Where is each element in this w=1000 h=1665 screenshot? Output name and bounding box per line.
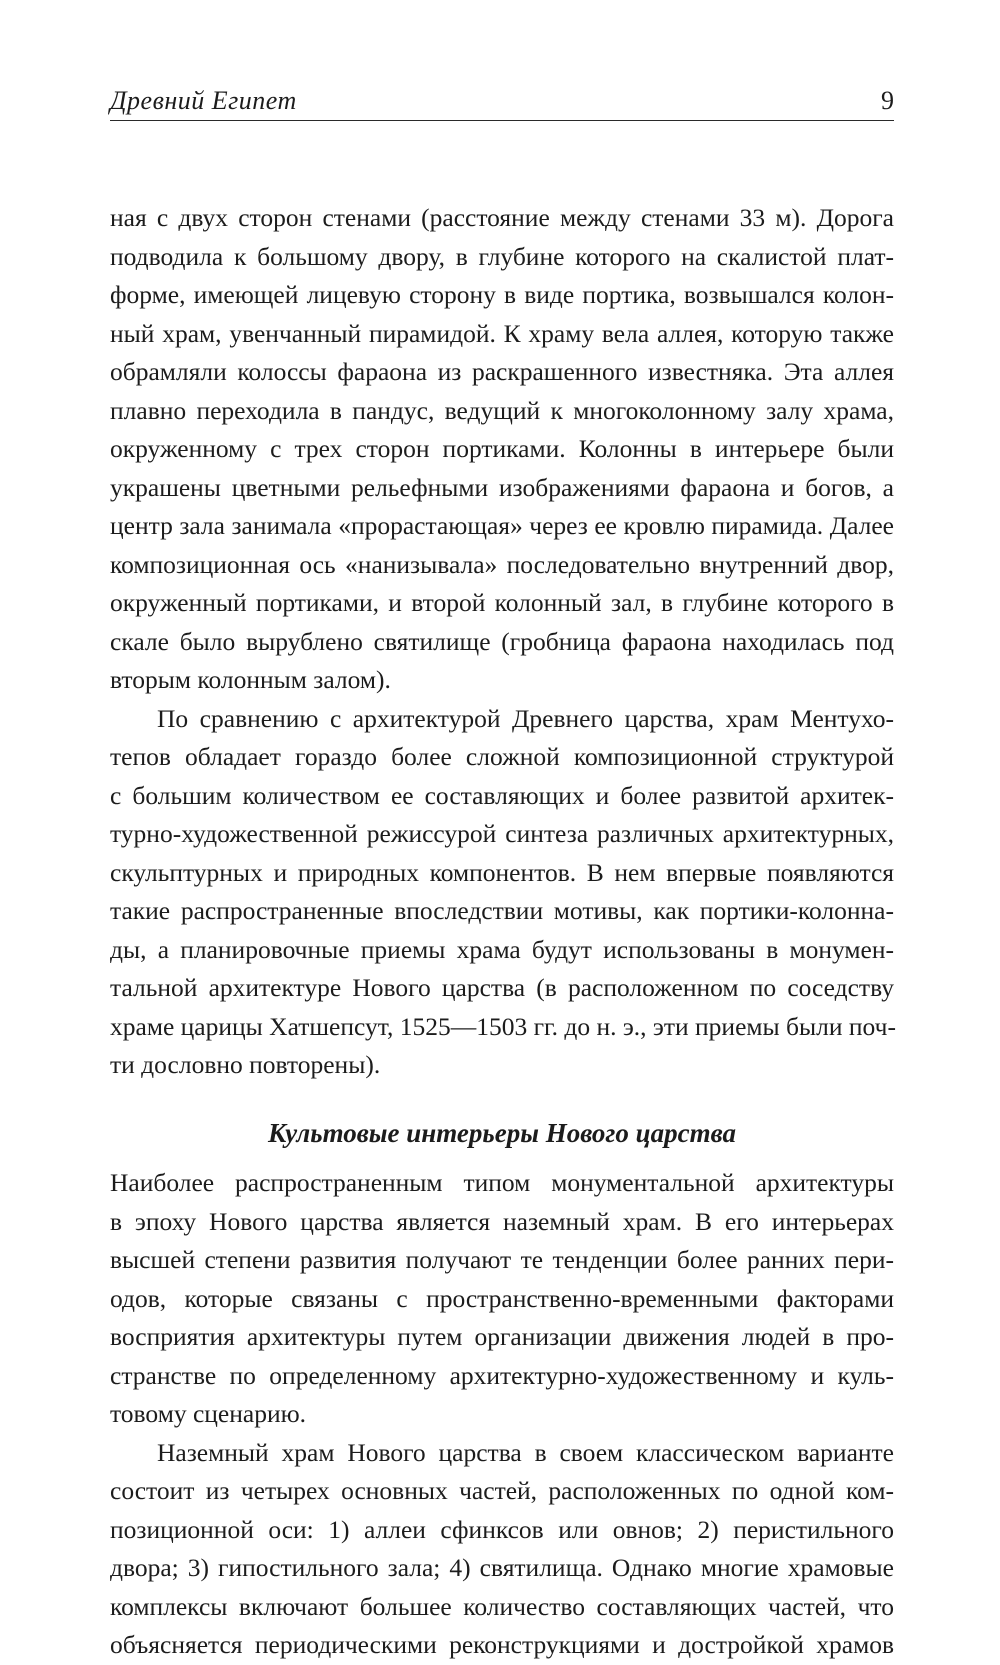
paragraph [110,700,894,1085]
text-line: Наиболее распространенным типом монументальной архитектуры [110,1168,894,1197]
text-line: странстве по определенному архитектурно-художественному и куль- [110,1360,894,1390]
text-line: ная с двух сторон стенами (расстояние между стенами 33 м). Дорога [110,203,894,232]
text-line: одов, которые связаны с пространственно-временными факторами [110,1283,894,1313]
paragraph [110,1434,894,1665]
text-line: ти дословно повторены). [110,1050,381,1079]
text-line: состоит из четырех основных частей, расположенных по одной ком- [110,1476,894,1505]
text-line: подводила к большому двору, в глубине которого на скалистой плат- [110,241,894,271]
text-line: По сравнению с архитектурой Древнего царства, храм Ментухо- [157,703,894,733]
text-line: объясняется периодическими реконструкциями и достройкой храмов [110,1630,894,1659]
text-line: позиционной оси: 1) аллеи сфинксов или овнов; 2) перистильного [110,1514,894,1544]
running-title: Древний Египет [110,86,297,115]
text-line: окруженный портиками, и второй колонный зал, в глубине которого в [110,588,894,617]
text-line: окруженному с трех сторон портиками. Колонны в интерьере были [110,434,894,463]
text-line: тальной архитектуре Нового царства (в расположенном по соседству [110,973,894,1002]
page-number: 9 [881,86,894,115]
text-line: двора; 3) гипостильного зала; 4) святилища. Однако многие храмовые [110,1553,894,1582]
text-line: украшены цветными рельефными изображениями фараона и богов, а [110,472,894,502]
text-line: ный храм, увенчанный пирамидой. К храму вела аллея, которую также [110,318,894,348]
text-line: скульптурных и природных компонентов. В нем впервые появляются [110,857,894,887]
page-body [110,199,894,1665]
text-line: ды, а планировочные приемы храма будут использованы в монумен- [110,934,894,964]
paragraph [110,1164,894,1434]
text-line: центр зала занимала «прорастающая» через ее кровлю пирамида. Далее [110,511,894,540]
text-line: такие распространенные впоследствии мотивы, как портики-колонна- [110,896,894,925]
text-line: скале было вырублено святилище (гробница фараона находилась под [110,626,894,656]
text-line: Наземный храм Нового царства в своем классическом варианте [157,1437,894,1467]
text-line: обрамляли колоссы фараона из раскрашенного известняка. Эта аллея [110,357,894,386]
section-heading: Культовые интерьеры Нового царства [267,1117,737,1148]
text-line: комплексы включают большее количество составляющих частей, что [110,1591,894,1621]
text-line: в эпоху Нового царства является наземный храм. В его интерьерах [110,1206,894,1236]
text-line: товому сценарию. [110,1399,307,1428]
text-line: восприятия архитектуры путем организации движения людей в про- [110,1322,894,1351]
text-line: тепов обладает гораздо более сложной композиционной структурой [110,742,894,771]
text-line: высшей степени развития получают те тенденции более ранних пери- [110,1245,894,1274]
page-header [110,86,894,121]
text-line: вторым колонным залом). [110,665,391,694]
paragraph [110,199,894,700]
text-line: плавно переходила в пандус, ведущий к многоколонному залу храма, [110,395,894,425]
text-line: форме, имеющей лицевую сторону в виде портика, возвышался колон- [110,280,894,309]
text-line: храме царицы Хатшепсут, 1525—1503 гг. до н. э., эти приемы были поч- [110,1011,896,1041]
text-line: турно-художественной режиссурой синтеза различных архитектурных, [110,819,894,848]
text-line: композиционная ось «нанизывала» последовательно внутренний двор, [110,549,894,579]
text-line: с большим количеством ее составляющих и более развитой архитек- [110,780,894,810]
